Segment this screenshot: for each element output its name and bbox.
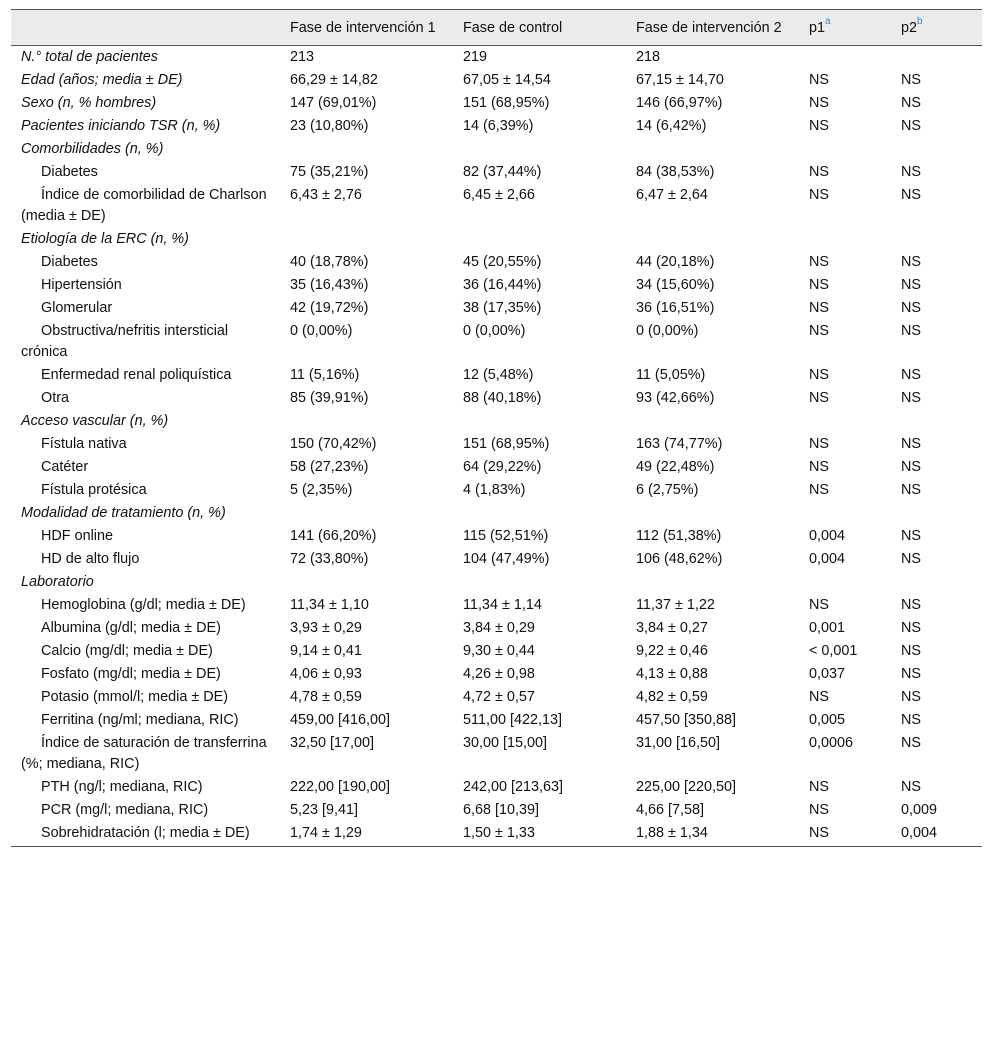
row-label-text: Sobrehidratación (l; media ± DE) — [41, 825, 250, 841]
table-row — [11, 617, 982, 640]
intervention-2-value: 11 (5,05%) — [636, 367, 706, 383]
intervention-1-value: 0 (0,00%) — [290, 323, 353, 339]
header-control: Fase de control — [457, 10, 630, 46]
table-row — [11, 709, 982, 732]
row-label-text: HDF online — [41, 528, 113, 544]
row-label — [11, 274, 284, 297]
intervention-2-value — [630, 410, 803, 433]
row-label — [11, 617, 284, 640]
p2-value — [895, 138, 982, 161]
intervention-1-value: 32,50 [17,00] — [290, 735, 375, 751]
control-value: 511,00 [422,13] — [463, 712, 562, 728]
control-value: 45 (20,55%) — [463, 254, 542, 270]
row-label-text: Etiología de la ERC (n, %) — [21, 231, 189, 247]
row-label — [11, 456, 284, 479]
row-label-text: Fístula nativa — [41, 436, 127, 452]
p2-value — [895, 502, 982, 525]
p2-value: 0,009 — [901, 802, 938, 818]
intervention-1-value: 5 (2,35%) — [290, 482, 353, 498]
header-intervention-1: Fase de intervención 1 — [284, 10, 457, 46]
intervention-2-value: 34 (15,60%) — [636, 277, 715, 293]
p2-value: NS — [901, 551, 921, 567]
table-row — [11, 663, 982, 686]
intervention-1-value: 3,93 ± 0,29 — [290, 620, 362, 636]
row-label — [11, 433, 284, 456]
intervention-1-value — [284, 138, 457, 161]
p2-value: NS — [901, 459, 921, 475]
control-value: 82 (37,44%) — [463, 164, 542, 180]
p2-value: NS — [901, 643, 921, 659]
p2-value: NS — [901, 72, 921, 88]
intervention-1-value: 5,23 [9,41] — [290, 802, 359, 818]
p2-value: NS — [901, 367, 921, 383]
intervention-2-value — [630, 228, 803, 251]
row-label-text: Fosfato (mg/dl; media ± DE) — [41, 666, 221, 682]
row-label-text: PCR (mg/l; mediana, RIC) — [41, 802, 209, 818]
row-label-text: Albumina (g/dl; media ± DE) — [41, 620, 221, 636]
intervention-2-value: 6 (2,75%) — [636, 482, 699, 498]
table-row — [11, 822, 982, 847]
row-label-text: Catéter — [41, 459, 89, 475]
p2-value: NS — [901, 390, 921, 406]
intervention-2-value: 84 (38,53%) — [636, 164, 715, 180]
p1-value: NS — [809, 597, 829, 613]
intervention-2-value: 44 (20,18%) — [636, 254, 715, 270]
p2-value: NS — [901, 323, 921, 339]
header-p2 — [895, 10, 982, 46]
table-header — [11, 10, 982, 46]
p1-value: NS — [809, 390, 829, 406]
row-label-text: N.° total de pacientes — [21, 49, 158, 65]
row-label-text: Fístula protésica — [41, 482, 147, 498]
intervention-1-value — [284, 410, 457, 433]
p2-value — [895, 571, 982, 594]
row-label — [11, 115, 284, 138]
intervention-2-value — [630, 502, 803, 525]
table-row — [11, 686, 982, 709]
intervention-1-value: 6,43 ± 2,76 — [290, 187, 362, 203]
p2-value — [895, 46, 982, 70]
p1-value: NS — [809, 779, 829, 795]
p2-footnote-link[interactable]: b — [917, 16, 923, 28]
intervention-2-value: 36 (16,51%) — [636, 300, 715, 316]
intervention-1-value — [284, 571, 457, 594]
row-label — [11, 138, 284, 161]
row-label-text: Modalidad de tratamiento (n, %) — [21, 505, 226, 521]
intervention-1-value: 11,34 ± 1,10 — [290, 597, 369, 613]
table-row — [11, 594, 982, 617]
intervention-2-value: 163 (74,77%) — [636, 436, 723, 452]
intervention-1-value: 75 (35,21%) — [290, 164, 369, 180]
row-label — [11, 364, 284, 387]
row-label — [11, 502, 284, 525]
intervention-2-value: 1,88 ± 1,34 — [630, 822, 803, 847]
p2-value: NS — [901, 528, 921, 544]
control-value: 6,45 ± 2,66 — [463, 187, 535, 203]
row-label-text: Enfermedad renal poliquística — [41, 367, 232, 383]
row-label — [11, 479, 284, 502]
p1-footnote-link[interactable]: a — [825, 16, 831, 28]
p1-value — [803, 571, 895, 594]
row-label-text: Índice de comorbilidad de Charlson (media ± DE) — [21, 187, 267, 224]
p2-value: NS — [901, 95, 921, 111]
row-label — [11, 184, 284, 228]
p2-value: NS — [901, 779, 921, 795]
control-value: 151 (68,95%) — [463, 436, 550, 452]
p1-value — [803, 46, 895, 70]
control-value: 9,30 ± 0,44 — [463, 643, 535, 659]
table-row — [11, 46, 982, 70]
intervention-1-value: 66,29 ± 14,82 — [290, 72, 378, 88]
intervention-1-value: 40 (18,78%) — [290, 254, 369, 270]
row-label — [11, 686, 284, 709]
intervention-2-value: 9,22 ± 0,46 — [636, 643, 708, 659]
p2-value: NS — [901, 712, 921, 728]
intervention-1-value: 11 (5,16%) — [290, 367, 360, 383]
row-label-text: Obstructiva/nefritis intersticial crónica — [21, 323, 229, 360]
table-row — [11, 799, 982, 822]
row-label — [11, 525, 284, 548]
table-row — [11, 387, 982, 410]
header-intervention-2: Fase de intervención 2 — [630, 10, 803, 46]
row-label — [11, 228, 284, 251]
intervention-2-value: 3,84 ± 0,27 — [636, 620, 708, 636]
intervention-2-value: 225,00 [220,50] — [636, 779, 737, 795]
intervention-1-value: 213 — [290, 49, 315, 65]
intervention-1-value: 4,06 ± 0,93 — [290, 666, 362, 682]
intervention-1-value — [284, 228, 457, 251]
row-label-text: Glomerular — [41, 300, 113, 316]
table-row — [11, 69, 982, 92]
row-label-text: PTH (ng/l; mediana, RIC) — [41, 779, 203, 795]
row-label-text: Diabetes — [41, 164, 98, 180]
row-label-text: Hipertensión — [41, 277, 122, 293]
row-label — [11, 410, 284, 433]
intervention-2-value: 93 (42,66%) — [636, 390, 715, 406]
p1-value: NS — [809, 802, 829, 818]
header-p1 — [803, 10, 895, 46]
row-label-text: Edad (años; media ± DE) — [21, 72, 183, 88]
intervention-2-value: 49 (22,48%) — [636, 459, 715, 475]
row-label-text: Ferritina (ng/ml; mediana, RIC) — [41, 712, 239, 728]
p1-value: NS — [803, 822, 895, 847]
p2-value — [895, 410, 982, 433]
intervention-2-value: 146 (66,97%) — [636, 95, 723, 111]
p1-label: p1 — [809, 20, 826, 36]
p2-value: NS — [901, 620, 921, 636]
intervention-2-value: 11,37 ± 1,22 — [636, 597, 715, 613]
p2-value: NS — [901, 164, 921, 180]
intervention-1-value: 150 (70,42%) — [290, 436, 377, 452]
table-row — [11, 184, 982, 228]
table-row — [11, 138, 982, 161]
intervention-1-value — [284, 502, 457, 525]
table-row — [11, 228, 982, 251]
p2-value: NS — [901, 300, 921, 316]
p2-value: NS — [901, 277, 921, 293]
p2-value: 0,004 — [895, 822, 982, 847]
intervention-2-value: 14 (6,42%) — [636, 118, 707, 134]
p1-value: 0,0006 — [809, 735, 854, 751]
intervention-1-value: 459,00 [416,00] — [290, 712, 391, 728]
control-value: 38 (17,35%) — [463, 300, 542, 316]
row-label — [11, 709, 284, 732]
p2-value: NS — [901, 118, 921, 134]
p1-value: 0,004 — [809, 528, 846, 544]
row-label — [11, 161, 284, 184]
row-label-text: Hemoglobina (g/dl; media ± DE) — [41, 597, 246, 613]
table-row — [11, 410, 982, 433]
intervention-1-value: 1,74 ± 1,29 — [284, 822, 457, 847]
control-value — [457, 410, 630, 433]
table-row — [11, 640, 982, 663]
table-row — [11, 92, 982, 115]
row-label — [11, 822, 284, 847]
p2-value: NS — [901, 689, 921, 705]
control-value: 104 (47,49%) — [463, 551, 550, 567]
control-value: 4,72 ± 0,57 — [463, 689, 535, 705]
intervention-2-value: 218 — [636, 49, 661, 65]
row-label-text: Pacientes iniciando TSR (n, %) — [21, 118, 221, 134]
p2-value: NS — [901, 482, 921, 498]
intervention-2-value — [630, 571, 803, 594]
control-value: 1,50 ± 1,33 — [457, 822, 630, 847]
control-value: 67,05 ± 14,54 — [463, 72, 551, 88]
p1-value: NS — [809, 323, 829, 339]
control-value — [457, 571, 630, 594]
table-row — [11, 433, 982, 456]
p1-value: NS — [809, 482, 829, 498]
intervention-2-value: 457,50 [350,88] — [636, 712, 737, 728]
row-label-text: Índice de saturación de transferrina (%; mediana, RIC) — [21, 735, 267, 772]
row-label — [11, 571, 284, 594]
control-value: 151 (68,95%) — [463, 95, 550, 111]
intervention-1-value: 222,00 [190,00] — [290, 779, 391, 795]
control-value: 14 (6,39%) — [463, 118, 534, 134]
intervention-2-value: 4,13 ± 0,88 — [636, 666, 708, 682]
intervention-1-value: 42 (19,72%) — [290, 300, 369, 316]
intervention-1-value: 35 (16,43%) — [290, 277, 369, 293]
intervention-2-value: 31,00 [16,50] — [636, 735, 721, 751]
control-value: 30,00 [15,00] — [463, 735, 548, 751]
control-value: 11,34 ± 1,14 — [463, 597, 542, 613]
row-label — [11, 387, 284, 410]
intervention-1-value: 141 (66,20%) — [290, 528, 377, 544]
p1-value: NS — [809, 95, 829, 111]
intervention-2-value: 4,82 ± 0,59 — [636, 689, 708, 705]
control-value: 36 (16,44%) — [463, 277, 542, 293]
table-row — [11, 274, 982, 297]
row-label — [11, 663, 284, 686]
table-row — [11, 161, 982, 184]
row-label — [11, 46, 284, 70]
table-body — [11, 46, 982, 847]
row-label — [11, 776, 284, 799]
p1-value — [803, 410, 895, 433]
intervention-1-value: 9,14 ± 0,41 — [290, 643, 362, 659]
intervention-2-value: 6,47 ± 2,64 — [636, 187, 708, 203]
table-container — [11, 9, 982, 847]
row-label-text: Calcio (mg/dl; media ± DE) — [41, 643, 213, 659]
control-value: 4 (1,83%) — [463, 482, 526, 498]
control-value — [457, 228, 630, 251]
row-label — [11, 251, 284, 274]
row-label — [11, 297, 284, 320]
p1-value — [803, 228, 895, 251]
intervention-2-value: 112 (51,38%) — [636, 528, 722, 544]
row-label — [11, 594, 284, 617]
p2-value: NS — [901, 254, 921, 270]
intervention-1-value: 72 (33,80%) — [290, 551, 369, 567]
p2-value: NS — [901, 436, 921, 452]
row-label — [11, 320, 284, 364]
p1-value: 0,001 — [809, 620, 846, 636]
p1-value: NS — [809, 436, 829, 452]
control-value: 115 (52,51%) — [463, 528, 549, 544]
p1-value — [803, 502, 895, 525]
row-label — [11, 92, 284, 115]
row-label-text: Laboratorio — [21, 574, 94, 590]
table-row — [11, 571, 982, 594]
p2-value: NS — [901, 187, 921, 203]
p2-value: NS — [901, 597, 921, 613]
table-row — [11, 456, 982, 479]
control-value: 242,00 [213,63] — [463, 779, 564, 795]
intervention-1-value: 4,78 ± 0,59 — [290, 689, 362, 705]
p1-value: NS — [809, 459, 829, 475]
p1-value: NS — [809, 254, 829, 270]
control-value: 88 (40,18%) — [463, 390, 542, 406]
row-label — [11, 640, 284, 663]
control-value: 12 (5,48%) — [463, 367, 534, 383]
p1-value: 0,004 — [809, 551, 846, 567]
intervention-1-value: 58 (27,23%) — [290, 459, 369, 475]
control-value: 0 (0,00%) — [463, 323, 526, 339]
header-empty-cell — [11, 10, 284, 46]
control-value — [457, 138, 630, 161]
p2-value: NS — [901, 735, 921, 751]
table-row — [11, 776, 982, 799]
control-value: 219 — [463, 49, 488, 65]
control-value: 4,26 ± 0,98 — [463, 666, 535, 682]
table-row — [11, 364, 982, 387]
intervention-2-value: 0 (0,00%) — [636, 323, 699, 339]
row-label-text: Sexo (n, % hombres) — [21, 95, 157, 111]
intervention-2-value: 4,66 [7,58] — [636, 802, 705, 818]
row-label — [11, 732, 284, 776]
intervention-2-value — [630, 138, 803, 161]
p1-value: NS — [809, 300, 829, 316]
control-value: 3,84 ± 0,29 — [463, 620, 535, 636]
p1-value — [803, 138, 895, 161]
row-label — [11, 548, 284, 571]
row-label-text: HD de alto flujo — [41, 551, 140, 567]
table-row — [11, 548, 982, 571]
p2-value: NS — [901, 666, 921, 682]
patient-characteristics-table — [11, 9, 982, 847]
p2-label: p2 — [901, 20, 918, 36]
table-row — [11, 320, 982, 364]
row-label — [11, 799, 284, 822]
header-row — [11, 10, 982, 46]
control-value: 6,68 [10,39] — [463, 802, 540, 818]
table-row — [11, 479, 982, 502]
p1-value: < 0,001 — [809, 643, 858, 659]
row-label-text: Potasio (mmol/l; media ± DE) — [41, 689, 229, 705]
p1-value: NS — [809, 689, 829, 705]
row-label-text: Comorbilidades (n, %) — [21, 141, 164, 157]
p1-value: NS — [809, 118, 829, 134]
intervention-1-value: 85 (39,91%) — [290, 390, 369, 406]
intervention-2-value: 106 (48,62%) — [636, 551, 723, 567]
p1-value: NS — [809, 277, 829, 293]
row-label-text: Diabetes — [41, 254, 98, 270]
table-row — [11, 115, 982, 138]
p1-value: 0,005 — [809, 712, 846, 728]
intervention-2-value: 67,15 ± 14,70 — [636, 72, 724, 88]
p1-value: NS — [809, 72, 829, 88]
table-row — [11, 502, 982, 525]
row-label — [11, 69, 284, 92]
p1-value: NS — [809, 367, 829, 383]
table-row — [11, 732, 982, 776]
control-value — [457, 502, 630, 525]
p1-value: 0,037 — [809, 666, 846, 682]
row-label-text: Otra — [41, 390, 69, 406]
table-row — [11, 525, 982, 548]
p1-value: NS — [809, 164, 829, 180]
p2-value — [895, 228, 982, 251]
intervention-1-value: 147 (69,01%) — [290, 95, 377, 111]
intervention-1-value: 23 (10,80%) — [290, 118, 369, 134]
table-row — [11, 297, 982, 320]
row-label-text: Acceso vascular (n, %) — [21, 413, 169, 429]
control-value: 64 (29,22%) — [463, 459, 542, 475]
table-row — [11, 251, 982, 274]
p1-value: NS — [809, 187, 829, 203]
